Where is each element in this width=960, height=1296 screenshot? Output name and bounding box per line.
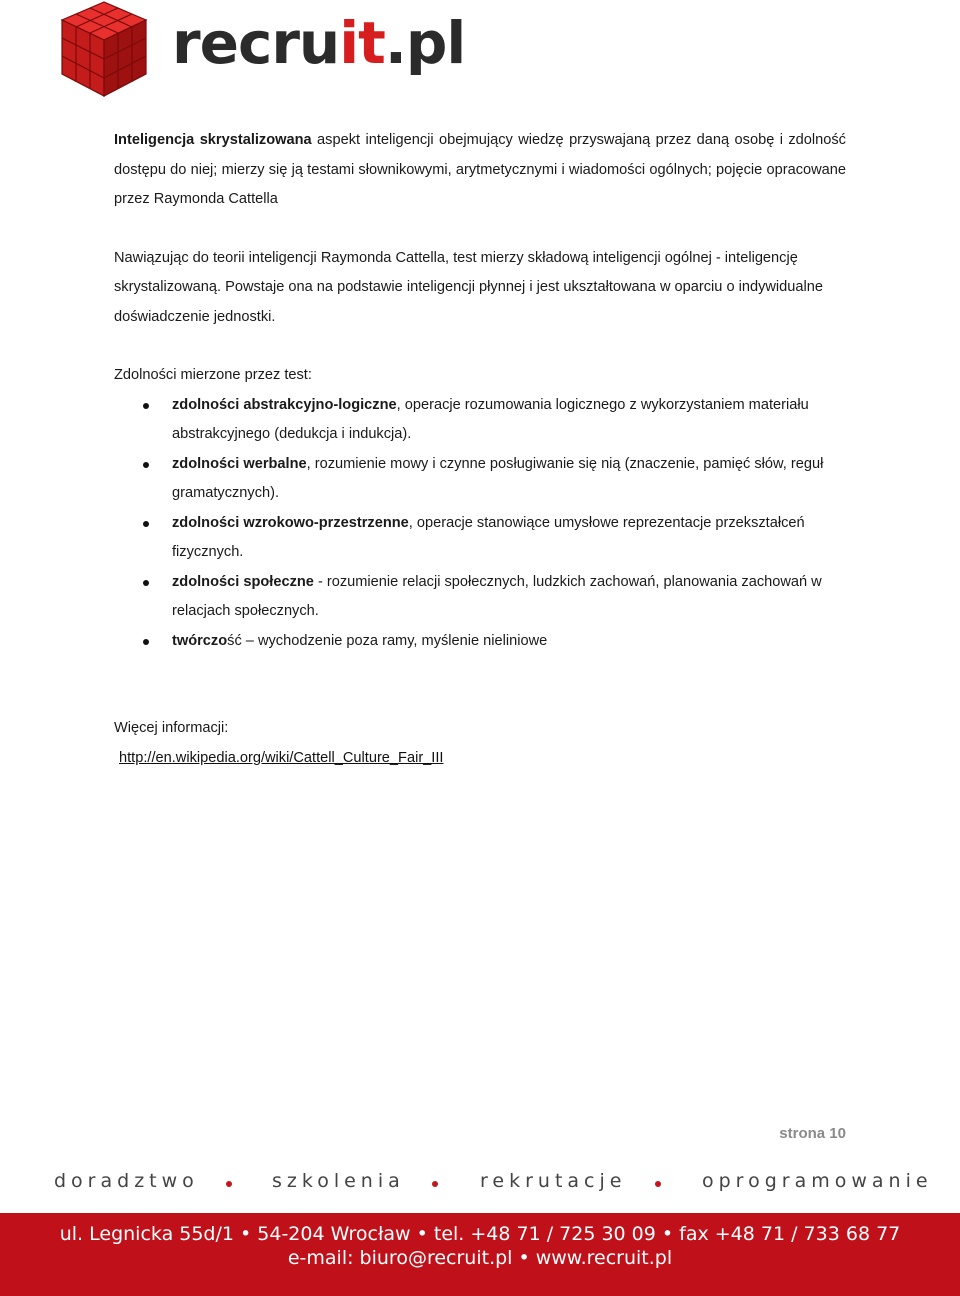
page-number: strona 10 (779, 1125, 846, 1142)
document-body (114, 126, 846, 773)
separator-dot-icon (432, 1181, 438, 1187)
more-info-label: Więcej informacji: (114, 720, 229, 736)
list-item: zdolności werbalne, rozumienie mowy i czynne posługiwanie się nią (znaczenie, pamięć słów, reguł gramatycznych). (114, 450, 846, 509)
service-oprogramowanie: oprogramowanie (702, 1170, 933, 1192)
cube-logo-icon (54, 0, 154, 98)
list-item: zdolności społeczne - rozumienie relacji społecznych, ludzkich zachowań, planowania zachowań w relacjach społecznych. (114, 568, 846, 627)
recruit-logo (54, 0, 466, 100)
theory-paragraph: Nawiązując do teorii inteligencji Raymonda Cattella, test mierzy składową inteligencji ogólnej - inteligencję skrystalizowaną. Powstaje ona na podstawie inteligencji płynnej i jest ukształtowana w oparciu o indywidualne doświadczenie jednostki. (114, 249, 824, 325)
wikipedia-link[interactable]: http://en.wikipedia.org/wiki/Cattell_Culture_Fair_III (119, 749, 444, 766)
footer-address: ul. Legnicka 55d/1 • 54-204 Wrocław • tel. +48 71 / 725 30 09 • fax +48 71 / 733 68 77 (59, 1223, 901, 1245)
abilities-list (114, 391, 846, 657)
bullet-icon (143, 462, 149, 468)
list-item: zdolności wzrokowo-przestrzenne, operacje stanowiące umysłowe reprezentacje przekształceń fizycznych. (114, 509, 846, 568)
bullet-icon (143, 580, 149, 586)
footer-email-web: e-mail: biuro@recruit.pl • www.recruit.pl (287, 1247, 673, 1269)
abilities-heading: Zdolności mierzone przez test: (114, 367, 312, 383)
list-item: twórczość – wychodzenie poza ramy, myślenie nieliniowe (114, 627, 846, 657)
definition-paragraph (114, 126, 846, 215)
definition-text: aspekt inteligencji obejmujący wiedzę przyswajaną przez daną osobę i zdolność dostępu do niej; mierzy się ją testami słownikowymi, arytmetycznymi i wiadomości ogólnych; pojęcie opracowane przez Raymonda Cattella (114, 132, 846, 207)
services-bar (0, 1170, 960, 1202)
service-szkolenia: szkolenia (272, 1170, 405, 1192)
bullet-icon (143, 521, 149, 527)
service-rekrutacje: rekrutacje (480, 1170, 627, 1192)
definition-term: Inteligencja skrystalizowana (114, 132, 312, 148)
bullet-icon (143, 639, 149, 645)
service-doradztwo: doradztwo (54, 1170, 199, 1192)
bullet-icon (143, 403, 149, 409)
separator-dot-icon (655, 1181, 661, 1187)
logo-wordmark: recruit.pl (172, 9, 466, 77)
separator-dot-icon (226, 1181, 232, 1187)
list-item: zdolności abstrakcyjno-logiczne, operacje rozumowania logicznego z wykorzystaniem materiału abstrakcyjnego (dedukcja i indukcja). (114, 391, 846, 450)
footer-contact (0, 1213, 960, 1296)
